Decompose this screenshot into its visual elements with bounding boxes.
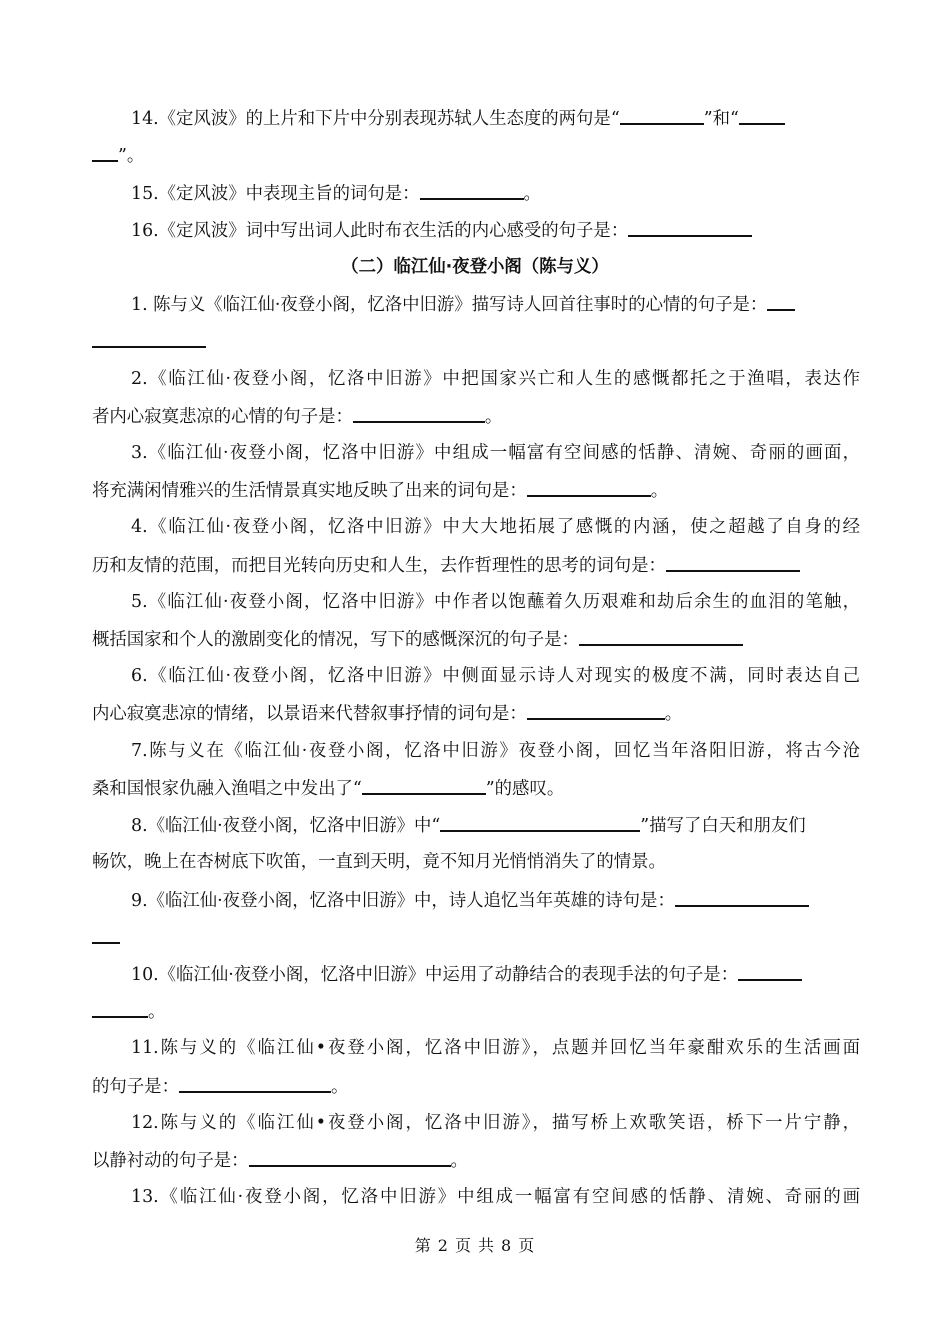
- question-5-line-1: 5.《临江仙·夜登小阁，忆洛中旧游》中作者以饱蘸着久历艰难和劫后余生的血泪的笔触，: [131, 592, 860, 612]
- question-6-line-1: 6.《临江仙·夜登小阁，忆洛中旧游》中侧面显示诗人对现实的极度不满，同时表达自己: [131, 666, 860, 686]
- question-1-line-1: [131, 292, 860, 316]
- question-11-line-2: [92, 1074, 860, 1098]
- question-text: 。: [650, 481, 669, 501]
- question-4-line-1: 4.《临江仙·夜登小阁，忆洛中旧游》中大大地拓展了感慨的内涵，使之超越了自身的经: [131, 517, 860, 537]
- answer-blank[interactable]: [675, 888, 809, 907]
- question-14-line-1: [131, 106, 860, 130]
- question-10-line-1: [131, 962, 860, 986]
- question-8-line-1: [131, 813, 860, 837]
- answer-blank[interactable]: [739, 106, 785, 125]
- answer-blank[interactable]: [92, 143, 118, 162]
- answer-blank[interactable]: [767, 292, 795, 311]
- question-3-line-2: [92, 478, 860, 502]
- answer-blank[interactable]: [353, 404, 485, 423]
- question-text: ”和“: [703, 109, 739, 129]
- question-text: 以静衬动的句子是：: [92, 1151, 249, 1171]
- question-text: 10.《临江仙·夜登小阁，忆洛中旧游》中运用了动静结合的表现手法的句子是：: [131, 965, 739, 985]
- answer-blank[interactable]: [666, 553, 800, 572]
- answer-blank[interactable]: [249, 1148, 451, 1167]
- question-text: 9.《临江仙·夜登小阁，忆洛中旧游》中，诗人追忆当年英雄的诗句是：: [131, 891, 675, 911]
- question-12-line-1: 12.陈与义的《临江仙•夜登小阁，忆洛中旧游》，描写桥上欢歌笑语，桥下一片宁静，: [131, 1113, 860, 1133]
- question-10-line-2: [92, 999, 860, 1023]
- total-pages: 8: [501, 1236, 513, 1255]
- answer-blank[interactable]: [440, 813, 640, 832]
- question-14-line-2: [92, 143, 860, 167]
- question-8-line-2: 畅饮，晚上在杏树底下吹笛，一直到天明，竟不知月光悄悄消失了的情景。: [92, 852, 666, 872]
- question-text: 14.《定风波》的上片和下片中分别表现苏轼人生态度的两句是“: [131, 109, 620, 129]
- answer-blank[interactable]: [179, 1074, 331, 1093]
- question-text: 1. 陈与义《临江仙·夜登小阁，忆洛中旧游》描写诗人回首往事时的心情的句子是：: [131, 295, 768, 315]
- question-text: 16.《定风波》词中写出词人此时布衣生活的内心感受的句子是：: [131, 221, 629, 241]
- footer-suffix: 页: [518, 1236, 536, 1255]
- question-1-line-2: [92, 329, 860, 353]
- question-text: 。: [664, 704, 683, 724]
- question-9-line-2: [92, 925, 860, 949]
- question-13-line-1: 13.《临江仙·夜登小阁，忆洛中旧游》中组成一幅富有空间感的恬静、清婉、奇丽的画: [131, 1187, 860, 1207]
- question-text: 。: [330, 1077, 349, 1097]
- question-text: 将充满闲情雅兴的生活情景真实地反映了出来的词句是：: [92, 481, 527, 501]
- question-text: 。: [484, 407, 503, 427]
- answer-blank[interactable]: [527, 701, 665, 720]
- answer-blank[interactable]: [92, 999, 148, 1018]
- question-16-line-1: [131, 218, 860, 242]
- question-15-line-1: [131, 181, 860, 205]
- answer-blank[interactable]: [362, 776, 486, 795]
- question-text: 者内心寂寞悲凉的心情的句子是：: [92, 407, 353, 427]
- question-text: 历和友情的范围，而把目光转向历史和人生，去作哲理性的思考的词句是：: [92, 556, 666, 576]
- question-6-line-2: [92, 701, 860, 725]
- page-number: 2: [437, 1236, 449, 1255]
- question-5-line-2: [92, 627, 860, 651]
- question-text: 的句子是：: [92, 1077, 179, 1097]
- answer-blank[interactable]: [527, 478, 651, 497]
- answer-blank[interactable]: [92, 329, 206, 348]
- question-3-line-1: 3.《临江仙·夜登小阁，忆洛中旧游》中组成一幅富有空间感的恬静、清婉、奇丽的画面，: [131, 443, 860, 463]
- question-text: ”描写了白天和朋友们: [640, 816, 806, 836]
- question-text: ”。: [118, 146, 145, 166]
- question-text: ”的感叹。: [485, 779, 565, 799]
- question-text: 桑和国恨家仇融入渔唱之中发出了“: [92, 779, 362, 799]
- question-text: 。: [450, 1151, 468, 1171]
- question-12-line-2: [92, 1148, 860, 1172]
- answer-blank[interactable]: [620, 106, 704, 125]
- answer-blank[interactable]: [420, 181, 524, 200]
- question-11-line-1: 11.陈与义的《临江仙•夜登小阁，忆洛中旧游》，点题并回忆当年豪酣欢乐的生活画面: [131, 1038, 860, 1058]
- question-7-line-1: 7.陈与义在《临江仙·夜登小阁，忆洛中旧游》夜登小阁，回忆当年洛阳旧游，将古今沧: [131, 741, 860, 761]
- question-4-line-2: [92, 553, 860, 577]
- question-text: 。: [523, 184, 541, 204]
- answer-blank[interactable]: [92, 925, 120, 944]
- question-text: 概括国家和个人的激剧变化的情况，写下的感慨深沉的句子是：: [92, 630, 579, 650]
- footer-prefix: 第: [414, 1236, 432, 1255]
- answer-blank[interactable]: [579, 627, 743, 646]
- question-7-line-2: [92, 776, 860, 800]
- footer-middle: 页 共: [454, 1236, 496, 1255]
- question-text: 内心寂寞悲凉的情绪，以景语来代替叙事抒情的词句是：: [92, 704, 527, 724]
- question-2-line-1: 2.《临江仙·夜登小阁，忆洛中旧游》中把国家兴亡和人生的感慨都托之于渔唱，表达作: [131, 369, 860, 389]
- section-heading: （二）临江仙·夜登小阁（陈与义）: [341, 257, 609, 277]
- question-9-line-1: [131, 888, 860, 912]
- answer-blank[interactable]: [628, 218, 752, 237]
- question-text: 8.《临江仙·夜登小阁，忆洛中旧游》中“: [131, 816, 441, 836]
- answer-blank[interactable]: [738, 962, 802, 981]
- page-footer: [0, 1235, 950, 1257]
- question-text: 。: [148, 1002, 166, 1022]
- question-text: 15.《定风波》中表现主旨的词句是：: [131, 184, 420, 204]
- question-2-line-2: [92, 404, 860, 428]
